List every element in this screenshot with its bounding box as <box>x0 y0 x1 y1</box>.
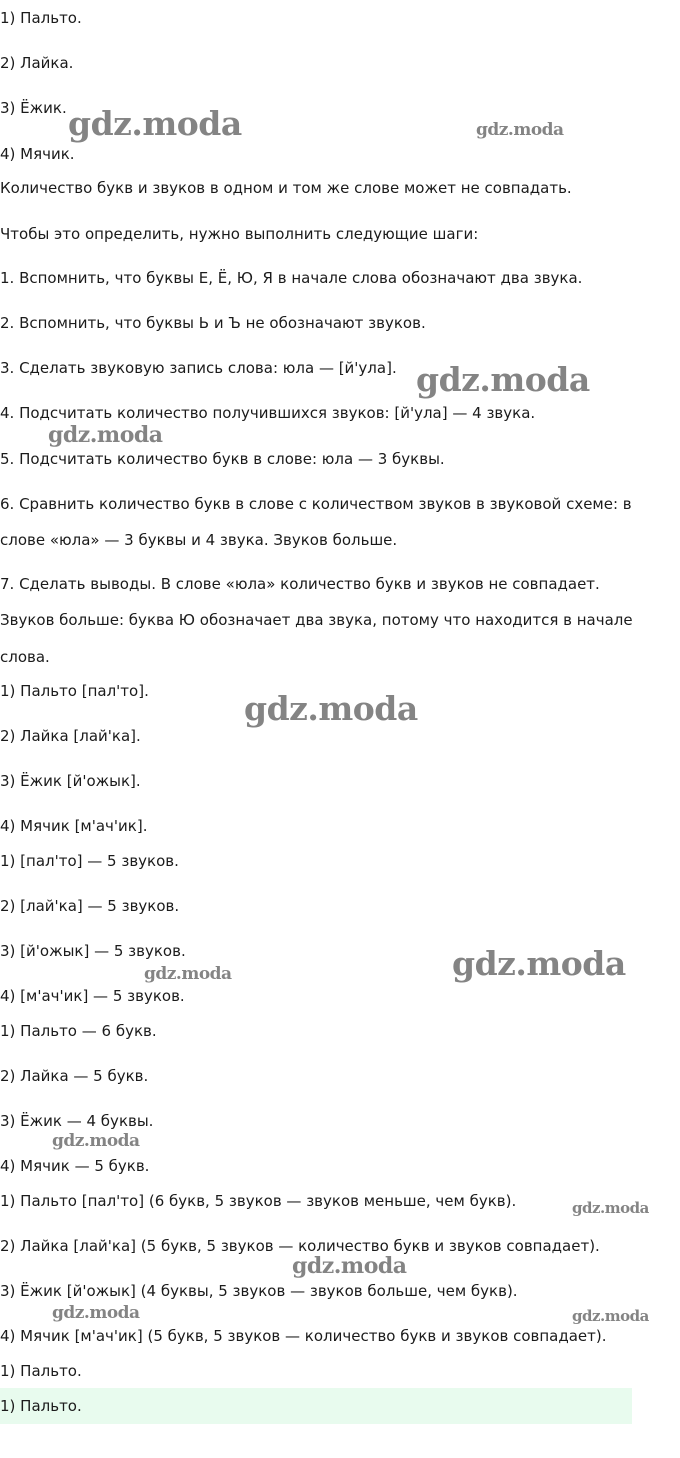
text-line: 1) Пальто — 6 букв. <box>0 1022 157 1040</box>
text-line: слова. <box>0 648 50 666</box>
text-line: 3. Сделать звуковую запись слова: юла — [й'ула]. <box>0 359 397 377</box>
text-line: 6. Сравнить количество букв в слове с количеством звуков в звуковой схеме: в <box>0 495 632 513</box>
watermark-logo: gdz.moda <box>476 120 564 140</box>
text-line: 1) Пальто. <box>0 1397 82 1415</box>
text-line: 3) Ёжик [й'ожык]. <box>0 772 141 790</box>
text-line: 2) Лайка. <box>0 54 74 72</box>
text-line: слове «юла» — 3 буквы и 4 звука. Звуков больше. <box>0 531 398 549</box>
text-line: 2. Вспомнить, что буквы Ь и Ъ не обозначают звуков. <box>0 314 426 332</box>
watermark-logo: gdz.moda <box>244 689 418 728</box>
text-line: 1) [пал'то] — 5 звуков. <box>0 852 179 870</box>
watermark-logo: gdz.moda <box>48 422 163 448</box>
text-line: 7. Сделать выводы. В слове «юла» количество букв и звуков не совпадает. <box>0 575 600 593</box>
text-line: Чтобы это определить, нужно выполнить следующие шаги: <box>0 225 479 243</box>
watermark-logo: gdz.moda <box>52 1131 140 1151</box>
text-line: Звуков больше: буква Ю обозначает два звука, потому что находится в начале <box>0 611 633 629</box>
text-line: 4) Мячик — 5 букв. <box>0 1157 150 1175</box>
text-line: 4. Подсчитать количество получившихся звуков: [й'ула] — 4 звука. <box>0 404 536 422</box>
text-line: 3) Ёжик [й'ожык] (4 буквы, 5 звуков — звуков больше, чем букв). <box>0 1282 518 1300</box>
text-line: 3) [й'ожык] — 5 звуков. <box>0 942 186 960</box>
watermark-logo: gdz.moda <box>572 1199 649 1217</box>
text-line: Количество букв и звуков в одном и том же слове может не совпадать. <box>0 179 572 197</box>
text-line: 4) Мячик. <box>0 145 75 163</box>
text-line: 4) Мячик [м'ач'ик]. <box>0 817 148 835</box>
watermark-logo: gdz.moda <box>52 1303 140 1323</box>
text-line: 1) Пальто. <box>0 1362 82 1380</box>
text-line: 1. Вспомнить, что буквы Е, Ё, Ю, Я в начале слова обозначают два звука. <box>0 269 583 287</box>
text-line: 2) Лайка [лай'ка] (5 букв, 5 звуков — количество букв и звуков совпадает). <box>0 1237 600 1255</box>
text-line: 2) [лай'ка] — 5 звуков. <box>0 897 180 915</box>
text-line: 5. Подсчитать количество букв в слове: юла — 3 буквы. <box>0 450 445 468</box>
text-line: 1) Пальто [пал'то]. <box>0 682 149 700</box>
text-line: 4) Мячик [м'ач'ик] (5 букв, 5 звуков — количество букв и звуков совпадает). <box>0 1327 607 1345</box>
answer-highlight <box>0 1388 632 1424</box>
text-line: 3) Ёжик — 4 буквы. <box>0 1112 154 1130</box>
watermark-logo: gdz.moda <box>452 944 626 983</box>
watermark-logo: gdz.moda <box>144 964 232 984</box>
watermark-logo: gdz.moda <box>68 104 242 143</box>
text-line: 1) Пальто. <box>0 9 82 27</box>
text-line: 2) Лайка — 5 букв. <box>0 1067 149 1085</box>
text-line: 4) [м'ач'ик] — 5 звуков. <box>0 987 185 1005</box>
text-line: 3) Ёжик. <box>0 99 67 117</box>
watermark-logo: gdz.moda <box>416 360 590 399</box>
text-line: 1) Пальто [пал'то] (6 букв, 5 звуков — звуков меньше, чем букв). <box>0 1192 517 1210</box>
watermark-logo: gdz.moda <box>292 1253 407 1279</box>
text-line: 2) Лайка [лай'ка]. <box>0 727 141 745</box>
watermark-logo: gdz.moda <box>572 1307 649 1325</box>
